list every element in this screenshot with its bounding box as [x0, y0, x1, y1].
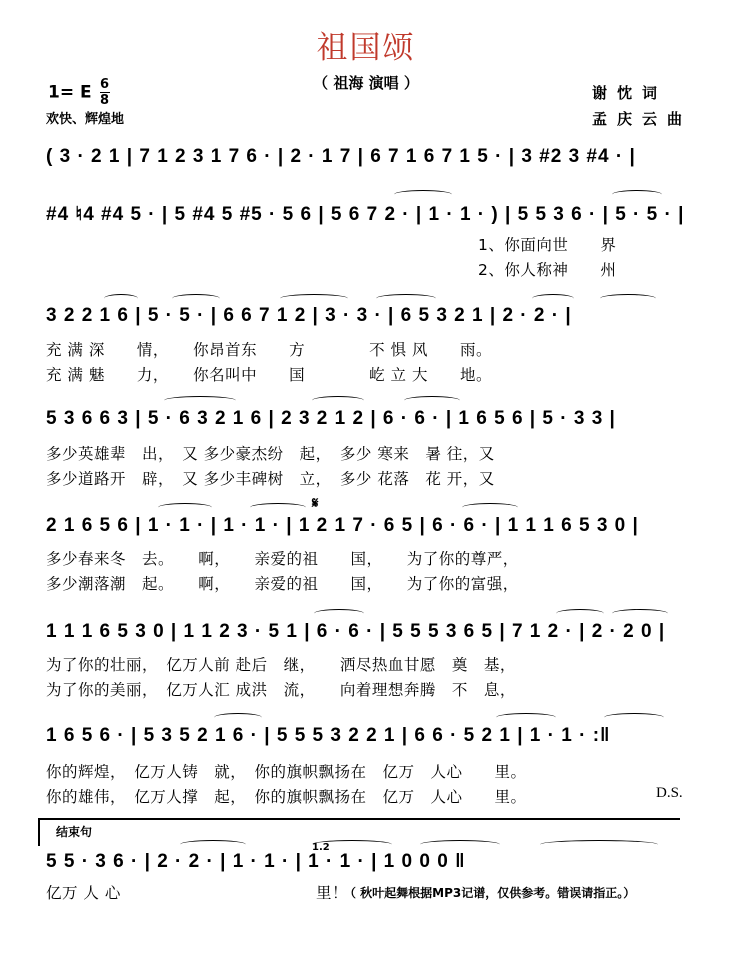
lyric-line-4b: 多少道路开 辟， 又 多少丰碑树 立， 多少 花落 花 开，又	[46, 470, 495, 488]
slur-mark	[164, 396, 236, 405]
music-line-4: 5 3 6 6 3 | 5 · 6 3 2 1 6 | 2 3 2 1 2 | 6 · 6 · | 1 6 5 6 | 5 · 3 3 |	[46, 408, 616, 429]
lyric-line-6a: 为了你的壮丽， 亿万人前 赴后 继， 洒尽热血甘愿 奠 基，	[46, 656, 516, 674]
lyric-line-2b: 2、你人称神 州	[478, 261, 617, 279]
tie-mark	[376, 294, 436, 303]
tie-mark	[172, 294, 220, 303]
lyric-line-3b: 充 满 魅 力， 你名叫中 国 屹 立 大 地。	[46, 366, 492, 384]
tie-mark	[612, 190, 662, 199]
lyricist-credit: 谢忱词	[592, 84, 668, 102]
slur-mark	[214, 713, 262, 722]
lyric-line-7b: 你的雄伟， 亿万人撑 起， 你的旗帜飘扬在 亿万 人心 里。	[46, 788, 527, 806]
time-bottom: 8	[100, 93, 110, 108]
slur-mark	[532, 294, 574, 303]
composer-credit: 孟庆云曲	[592, 110, 693, 128]
song-title: 祖国颂	[316, 30, 416, 66]
lyric-line-5a: 多少春来冬 去。 啊， 亲爱的祖 国， 为了你的尊严，	[46, 550, 519, 568]
slur-mark	[496, 713, 556, 722]
tie-mark	[314, 609, 364, 618]
time-signature	[100, 78, 110, 107]
tie-mark	[158, 503, 212, 512]
tie-mark	[180, 840, 246, 849]
slur-mark	[556, 609, 604, 618]
lyric-line-3a: 充 满 深 情， 你昂首东 方 不 惧 风 雨。	[46, 341, 492, 359]
tie-mark	[394, 190, 452, 199]
tie-mark	[612, 609, 668, 618]
tie-mark	[600, 294, 656, 303]
tie-mark	[604, 713, 664, 722]
segno-sign: 𝄋	[312, 494, 319, 512]
music-line-1: ( 3 · 2 1 | 7 1 2 3 1 7 6 · | 2 · 1 7 | 6 7 1 6 7 1 5 · | 3 #2 3 #4 · |	[46, 146, 636, 167]
tie-mark	[250, 503, 306, 512]
tie-mark	[420, 840, 500, 849]
music-line-2: #4 ♮4 #4 5 · | 5 #4 5 #5 · 5 6 | 5 6 7 2 · | 1 · 1 · ) | 5 5 3 6 · | 5 · 5 · |	[46, 204, 685, 225]
music-line-8: 5 5 · 3 6 · | 2 · 2 · | 1 · 1 · | 1 · 1 · | 1 0 0 0 ‖	[46, 851, 466, 872]
music-line-6: 1 1 1 6 5 3 0 | 1 1 2 3 · 5 1 | 6 · 6 · | 5 5 5 3 6 5 | 7 1 2 · | 2 · 2 0 |	[46, 621, 666, 642]
performer-subtitle: （ 祖海 演唱 ）	[313, 74, 419, 92]
lyric-line-6b: 为了你的美丽， 亿万人汇 成洪 流， 向着理想奔腾 不 息，	[46, 681, 516, 699]
lyric-line-7a: 你的辉煌， 亿万人铸 就， 你的旗帜飘扬在 亿万 人心 里。	[46, 763, 527, 781]
transcription-note: （ 秋叶起舞根据MP3记谱，仅供参考。错误请指正。）	[344, 886, 636, 900]
lyric-line-2a: 1、你面向世 界	[478, 236, 617, 254]
music-line-3: 3 2 2 1 6 | 5 · 5 · | 6 6 7 1 2 | 3 · 3 · | 6 5 3 2 1 | 2 · 2 · |	[46, 305, 572, 326]
tie-mark	[404, 396, 460, 405]
tempo-marking: 欢快、辉煌地	[46, 112, 125, 127]
tie-mark	[312, 840, 392, 849]
music-line-7: 1 6 5 6 · | 5 3 5 2 1 6 · | 5 5 5 3 2 2 1 | 6 6 · 5 2 1 | 1 · 1 · :‖	[46, 725, 611, 746]
lyric-line-5b: 多少潮落潮 起。 啊， 亲爱的祖 国， 为了你的富强，	[46, 575, 519, 593]
dal-segno-mark: D.S.	[656, 785, 683, 801]
lyric-line-8-end: 里！	[316, 884, 349, 902]
slur-mark	[280, 294, 348, 303]
lyric-line-4a: 多少英雄辈 出， 又 多少豪杰纷 起， 多少 寒来 暑 往，又	[46, 445, 495, 463]
key-signature	[48, 78, 110, 107]
ending-label: 结束句	[56, 825, 93, 839]
tie-mark	[462, 503, 518, 512]
slur-mark	[312, 396, 364, 405]
volta-number: 1.2	[312, 842, 330, 853]
lyric-line-8: 亿万 人 心	[46, 884, 121, 902]
key-label: 1= E	[48, 82, 92, 103]
time-top: 6	[100, 77, 110, 92]
tie-mark	[540, 840, 658, 849]
slur-mark	[104, 294, 138, 303]
music-line-5: 2 1 6 5 6 | 1 · 1 · | 1 · 1 · | 1 2 1 7 · 6 5 | 6 · 6 · | 1 1 1 6 5 3 0 |	[46, 515, 639, 536]
